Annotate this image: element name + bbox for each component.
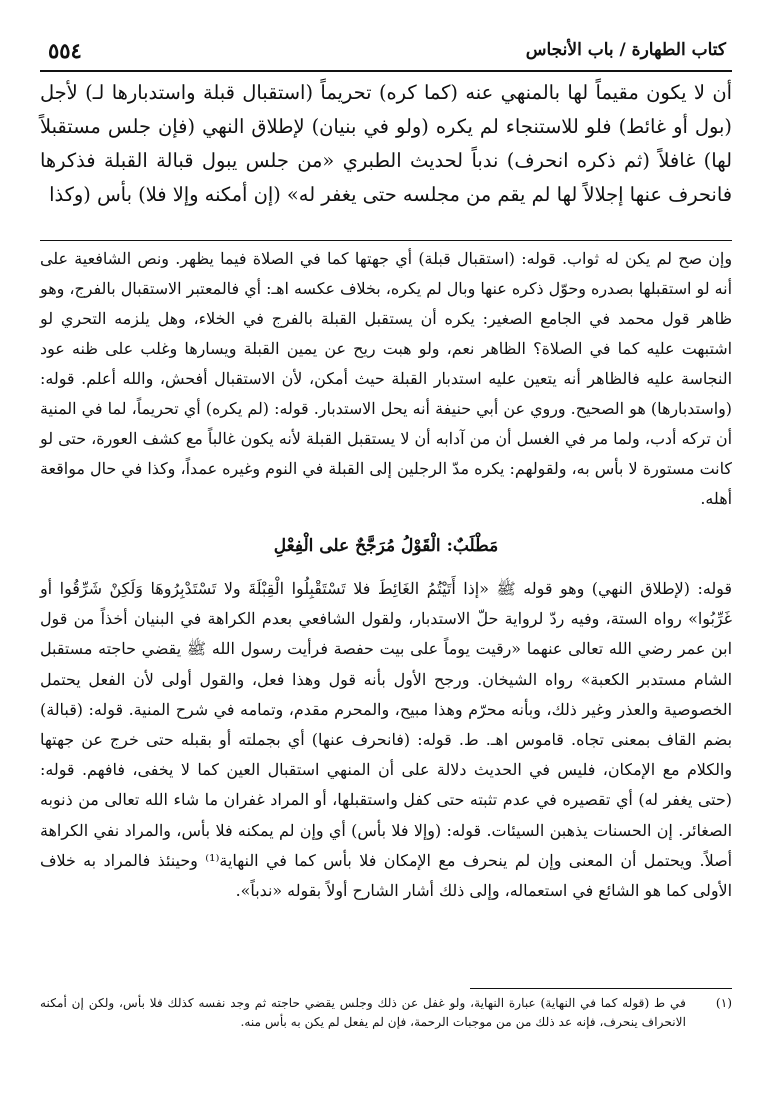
footnote-number: (١) (715, 996, 732, 1010)
commentary-paragraph-1: وإن صح لم يكن له ثواب. قوله: (استقبال قبلة) أي جهتها كما في الصلاة فيما يظهر. ونص الشافعية على أنه لو استقبلها بصدره وحوّل ذكره عنها وبال لم يكره، بخلاف عكسه اهـ: أي فالمعتبر الاستقبال بالفرج، وهو ظاهر قول محمد في الجامع الصغير: يكره أن يستقبل القبلة بالفرج في الخلاء، وهل يلزمه التحري لو اشتبهت عليه كما في الصلاة؟ الظاهر نعم، ولو هبت ريح عن يمين القبلة ويسارها وغلب على ظنه عود النجاسة عليه فالظاهر أنه يتعين عليه استدبار القبلة حيث أمكن، لأن الاستقبال أفحش، والله أعلم. قوله: (واستدبارها) هو الصحيح. وروي عن أبي حنيفة أنه يحل الاستدبار. قوله: (لم يكره) أي تحريماً، لما في المنية أن تركه أدب، ولما مر في الغسل أن من آدابه أن لا يستقبل القبلة لأنه يكون غالباً مع كشف العورة، حتى لو كانت مستورة لا بأس به، ولقولهم: يكره مدّ الرجلين إلى القبلة في النوم وغيره عمداً، وكذا في حال مواقعة أهله. (40, 249, 732, 508)
main-text: أن لا يكون مقيماً لها بالمنهي عنه (كما كره) تحريماً (استقبال قبلة واستدبارها لـ) لأجل (بول أو غائط) فلو للاستنجاء لم يكره (ولو في بنيان) لإطلاق النهي (فإن جلس مستقبلاً لها) غافلاً (ثم ذكره انحرف) ندباً لحديث الطبري «من جلس يبول قبالة القبلة فذكرها فانحرف عنها إجلالاً لها لم يقم من مجلسه حتى يغفر له» (إن أمكنه وإلا فلا) بأس (وكذا (40, 81, 732, 206)
footnote (40, 994, 732, 1032)
footnote-divider (470, 988, 732, 989)
main-text-divider (40, 240, 732, 241)
section-heading: مَطْلَبٌ: الْقَوْلُ مُرَجَّحٌ على الْفِعْلِ (273, 536, 499, 556)
commentary-paragraph-2: قوله: (لإطلاق النهي) وهو قوله ﷺ «إذا أَتَيْتُمُ الغَائِطَ فلا تَسْتَقْبِلُوا الْقِبْلَةَ ولا تَسْتَدْبِرُوهَا وَلَكِنْ شَرِّقُوا أو غَرِّبُوا» رواه الستة، وفيه ردّ لرواية حلّ الاستدبار، ولقول الشافعي بعدم الكراهة في البنيان أخذاً من قول ابن عمر رضي الله تعالى عنهما «رقيت يوماً على بيت حفصة فرأيت رسول الله ﷺ يقضي حاجته مستقبل الشام مستدبر الكعبة» رواه الشيخان. ورجح الأول بأنه قول وهذا فعل، والقول أولى لأن الفعل يحتمل الخصوصية والعذر وغير ذلك، وبأنه محرّم وهذا مبيح، والمحرم مقدم، وتمامه في شرح المنية. قوله: (قبالة) بضم القاف بمعنى تجاه. قاموس اهـ. ط. قوله: (فانحرف عنها) أي بجملته أو بقبله حتى خرج عن جهتها والكلام مع الإمكان، فليس في الحديث دلالة على أن المنهي استقبال العين كما لا يخفى، فافهم. قوله: (حتى يغفر له) أي تقصيره في عدم تثبته حتى كفل واستقبلها، أو المراد غفران ما شاء الله تعالى من ذنوبه الصغائر. إن الحسنات يذهبن السيئات. قوله: (وإلا فلا بأس) أي وإن لم يمكنه فلا بأس، والمراد نفي الكراهة أصلاً. ويحتمل أن المعنى وإن لم ينحرف مع الإمكان فلا بأس كما في النهاية⁽¹⁾ وحينئذ فالمراد به خلاف الأولى كما هو الشائع في استعماله، وإلى ذلك أشار الشارح أولاً بقوله «ندباً». (40, 579, 732, 901)
page-header (40, 26, 732, 72)
footnote-text: في ط (قوله كما في النهاية) عبارة النهاية، ولو غفل عن ذلك وجلس يقضي حاجته ثم وجد نفسه كذلك فلا بأس، ولكن إن أمكنه الانحراف ينحرف، فإنه عد ذلك من من موجبات الرحمة، فإن لم يفعل لم يكن به بأس منه. (40, 996, 686, 1029)
running-title: كتاب الطهارة / باب الأنجاس (525, 40, 726, 60)
page-number: ٥٥٤ (48, 38, 82, 63)
